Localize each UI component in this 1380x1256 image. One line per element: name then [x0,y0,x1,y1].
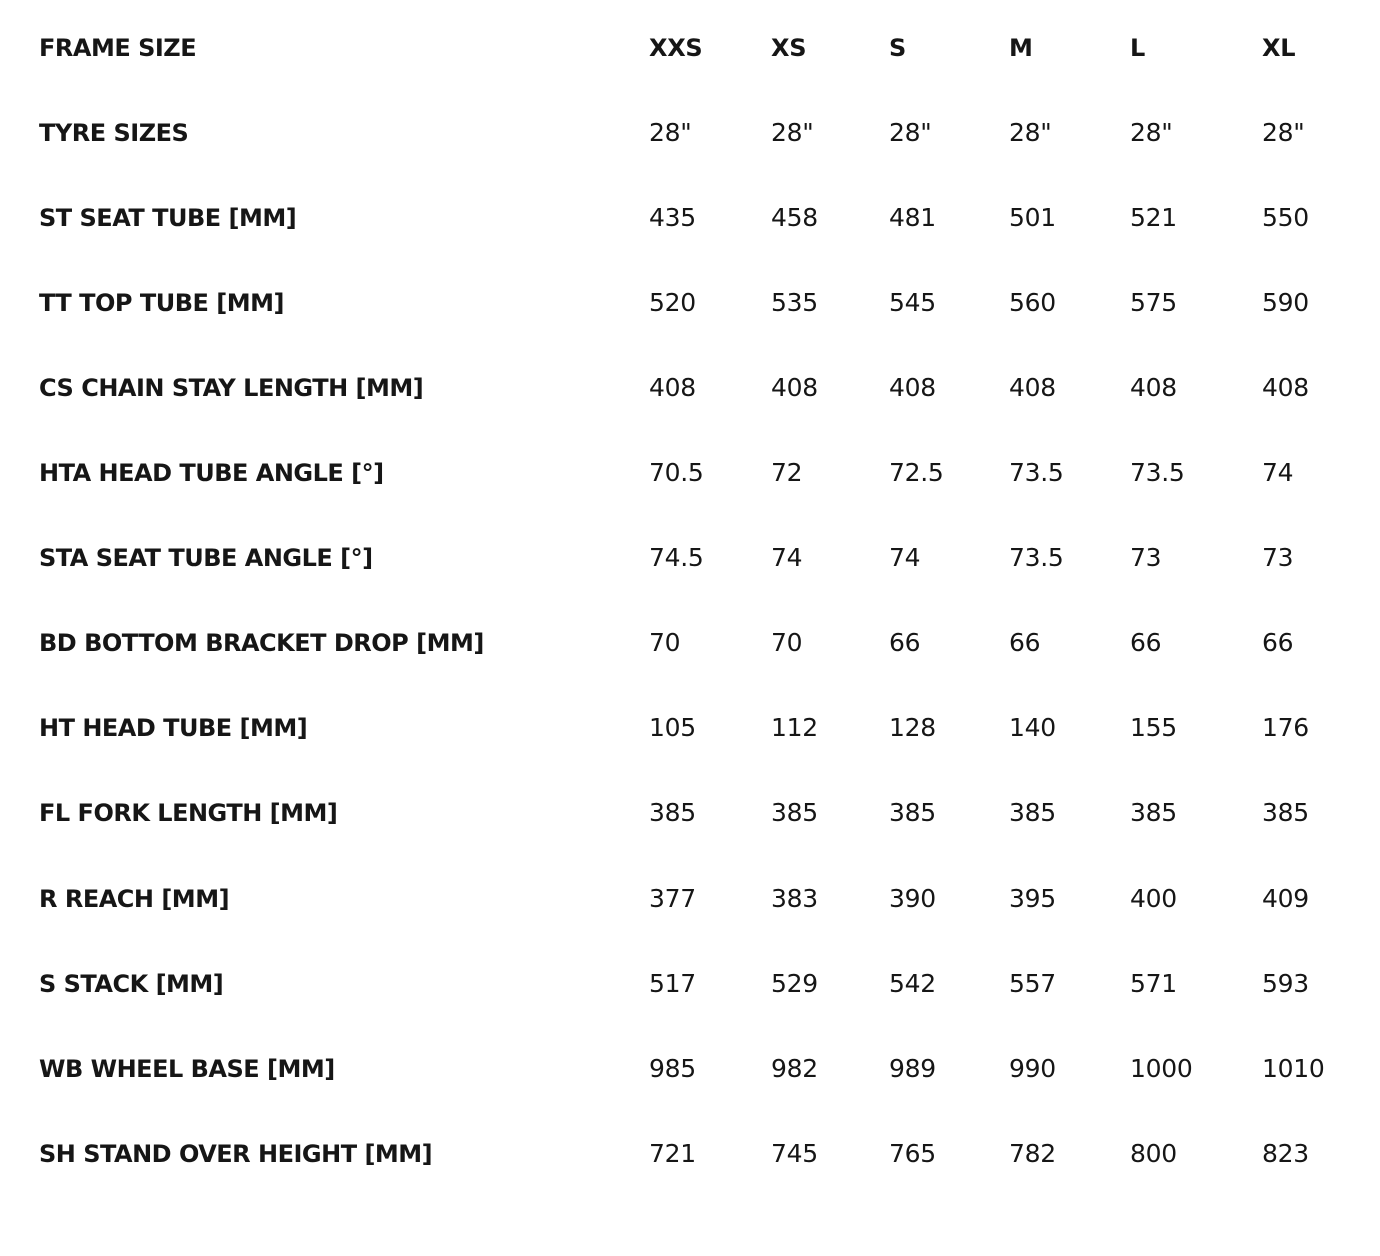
table-cell: 28" [889,118,932,147]
table-cell: 1000 [1130,1054,1193,1083]
table-cell: 408 [1009,373,1056,402]
table-cell: 571 [1130,969,1177,998]
table-cell: 1010 [1262,1054,1325,1083]
table-cell: 575 [1130,288,1177,317]
table-cell: 408 [1262,373,1309,402]
table-cell: 70 [649,628,681,657]
table-cell: 28" [1130,118,1173,147]
table-cell: 435 [649,203,696,232]
row-label: BD BOTTOM BRACKET DROP [MM] [39,629,484,657]
size-header: M [1009,34,1033,62]
table-cell: 28" [1009,118,1052,147]
table-cell: 66 [1130,628,1162,657]
row-label: WB WHEEL BASE [MM] [39,1055,335,1083]
row-label: SH STAND OVER HEIGHT [MM] [39,1140,433,1168]
row-label: TYRE SIZES [39,119,189,147]
table-row [0,108,1380,158]
table-cell: 542 [889,969,936,998]
table-cell: 385 [771,798,818,827]
table-cell: 74 [889,543,921,572]
table-cell: 74 [771,543,803,572]
table-cell: 385 [1130,798,1177,827]
table-cell: 409 [1262,884,1309,913]
table-cell: 517 [649,969,696,998]
table-cell: 520 [649,288,696,317]
table-cell: 535 [771,288,818,317]
table-cell: 395 [1009,884,1056,913]
header-label: FRAME SIZE [39,34,197,62]
table-cell: 390 [889,884,936,913]
table-row [0,1129,1380,1179]
table-cell: 66 [1262,628,1294,657]
table-cell: 74.5 [649,543,704,572]
table-cell: 28" [771,118,814,147]
table-cell: 593 [1262,969,1309,998]
table-cell: 28" [1262,118,1305,147]
size-header: XS [771,34,807,62]
size-header: S [889,34,906,62]
table-cell: 73 [1262,543,1294,572]
table-cell: 155 [1130,713,1177,742]
table-cell: 73.5 [1009,543,1064,572]
table-row [0,788,1380,838]
table-cell: 745 [771,1139,818,1168]
row-label: CS CHAIN STAY LENGTH [MM] [39,374,424,402]
table-cell: 985 [649,1054,696,1083]
row-label: S STACK [MM] [39,970,224,998]
table-row [0,448,1380,498]
table-cell: 501 [1009,203,1056,232]
table-cell: 28" [649,118,692,147]
table-cell: 800 [1130,1139,1177,1168]
table-cell: 982 [771,1054,818,1083]
table-cell: 782 [1009,1139,1056,1168]
table-row [0,703,1380,753]
table-cell: 73.5 [1130,458,1185,487]
table-row [0,874,1380,924]
table-row [0,1044,1380,1094]
table-cell: 72 [771,458,803,487]
table-cell: 176 [1262,713,1309,742]
size-header: L [1130,34,1145,62]
row-label: ST SEAT TUBE [MM] [39,204,297,232]
table-cell: 66 [1009,628,1041,657]
table-cell: 550 [1262,203,1309,232]
table-cell: 545 [889,288,936,317]
table-cell: 400 [1130,884,1177,913]
table-cell: 721 [649,1139,696,1168]
table-cell: 590 [1262,288,1309,317]
table-cell: 823 [1262,1139,1309,1168]
row-label: HTA HEAD TUBE ANGLE [°] [39,459,384,487]
size-header: XL [1262,34,1296,62]
table-cell: 383 [771,884,818,913]
table-cell: 385 [1262,798,1309,827]
table-cell: 72.5 [889,458,944,487]
table-cell: 765 [889,1139,936,1168]
table-cell: 408 [649,373,696,402]
table-row [0,618,1380,668]
table-cell: 70.5 [649,458,704,487]
table-cell: 73 [1130,543,1162,572]
table-row [0,533,1380,583]
row-label: R REACH [MM] [39,885,230,913]
row-label: TT TOP TUBE [MM] [39,289,284,317]
table-cell: 377 [649,884,696,913]
table-cell: 408 [771,373,818,402]
table-cell: 529 [771,969,818,998]
table-cell: 385 [889,798,936,827]
header-row [0,23,1380,73]
table-row [0,193,1380,243]
table-row [0,363,1380,413]
table-cell: 385 [1009,798,1056,827]
row-label: STA SEAT TUBE ANGLE [°] [39,544,373,572]
table-cell: 408 [889,373,936,402]
table-row [0,278,1380,328]
table-cell: 557 [1009,969,1056,998]
table-cell: 458 [771,203,818,232]
table-cell: 112 [771,713,818,742]
table-cell: 66 [889,628,921,657]
table-cell: 128 [889,713,936,742]
table-cell: 408 [1130,373,1177,402]
row-label: FL FORK LENGTH [MM] [39,799,338,827]
size-header: XXS [649,34,703,62]
table-cell: 70 [771,628,803,657]
row-label: HT HEAD TUBE [MM] [39,714,308,742]
table-cell: 481 [889,203,936,232]
table-cell: 990 [1009,1054,1056,1083]
table-cell: 989 [889,1054,936,1083]
table-cell: 560 [1009,288,1056,317]
table-cell: 105 [649,713,696,742]
table-row [0,959,1380,1009]
table-cell: 73.5 [1009,458,1064,487]
table-cell: 385 [649,798,696,827]
table-cell: 521 [1130,203,1177,232]
table-cell: 74 [1262,458,1294,487]
table-cell: 140 [1009,713,1056,742]
